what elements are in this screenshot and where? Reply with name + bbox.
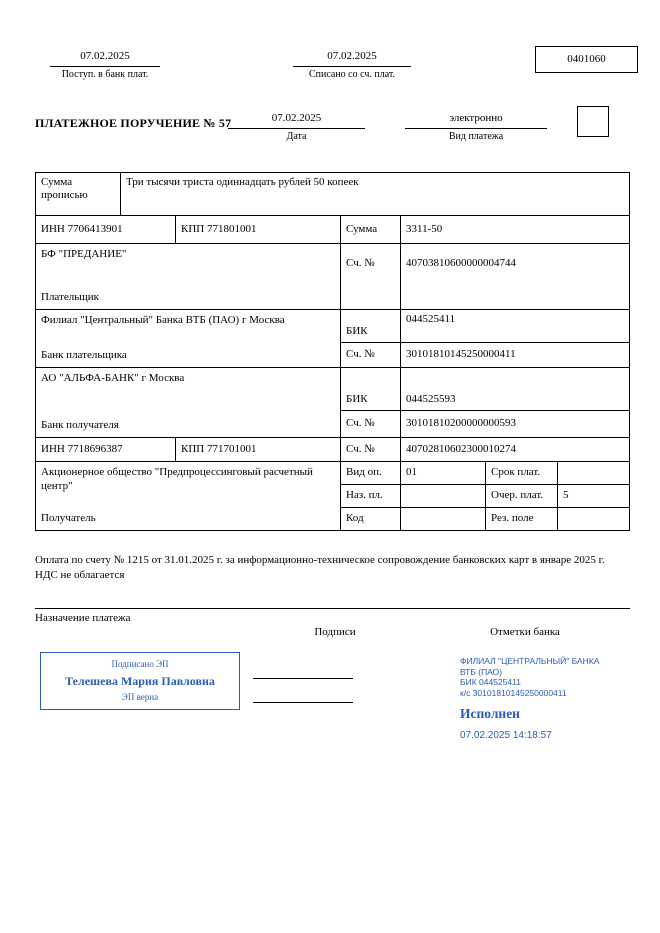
amount-words-row [36, 173, 629, 216]
payee-inn-row [36, 438, 629, 462]
purpose-code-value [401, 485, 486, 507]
payer-account-label: Сч. № [341, 244, 401, 309]
amount-words-value: Три тысячи триста одиннадцать рублей 50 копеек [126, 176, 359, 188]
payer-inn: ИНН 7706413901 [36, 216, 176, 243]
payment-type-field [405, 112, 547, 143]
payee-bank-account-row [341, 411, 629, 437]
payee-bank-bik: 044525593 [406, 393, 456, 406]
payee-account: 40702810602300010274 [406, 442, 516, 455]
payer-bank-bik-row [341, 310, 629, 343]
payer-label: Плательщик [41, 291, 99, 304]
doc-date-label: Дата [286, 130, 307, 142]
bank-marks-label: Отметки банка [490, 626, 560, 638]
payment-type-label: Вид платежа [448, 130, 504, 142]
debited-date-label: Списано со сч. плат. [308, 68, 396, 80]
payer-cell [36, 244, 341, 309]
stamp-bank-line1: ФИЛИАЛ "ЦЕНТРАЛЬНЫЙ" БАНКА [460, 656, 600, 666]
stamp-status: Исполнен [460, 706, 520, 721]
payer-bank-bik: 044525411 [406, 313, 456, 325]
payment-type-value: электронно [405, 112, 547, 129]
form-code-box [535, 46, 638, 73]
ep-signer-name: Телешева Мария Павловна [65, 673, 215, 688]
payer-bank-right [341, 310, 629, 367]
payer-bank-label: Банк плательщика [41, 349, 127, 362]
payee-bank-cell [36, 368, 341, 437]
payee-cell [36, 462, 341, 530]
payer-bank-row [36, 310, 629, 368]
payee-inn: ИНН 7718696387 [36, 438, 176, 461]
doc-title: ПЛАТЕЖНОЕ ПОРУЧЕНИЕ № 57 [35, 116, 232, 130]
amount-words-label: Сумма прописью [36, 173, 121, 215]
pay-term-label: Срок плат. [486, 462, 558, 484]
payer-inn-row [36, 216, 629, 244]
sum-value: 3311-50 [406, 222, 443, 235]
payee-kpp: КПП 771701001 [176, 438, 341, 461]
doc-date-field [228, 112, 365, 143]
ep-signed-label: Подписано ЭП [111, 659, 169, 670]
payer-bank-account-label: Сч. № [341, 343, 401, 367]
payer-bank-account: 30101810145250000411 [406, 348, 516, 361]
received-date-label: Поступ. в банк плат. [61, 68, 149, 80]
payer-account: 40703810600000004744 [406, 257, 516, 269]
stamp-bank-line2: ВТБ (ПАО) [460, 666, 503, 677]
payee-bank-right [341, 368, 629, 437]
payee-bank-account: 30101810200000000593 [406, 417, 516, 430]
reserve-label: Рез. поле [486, 508, 558, 530]
stamp-bik: БИК 044525411 [460, 677, 521, 687]
priority-row [341, 485, 629, 508]
pay-term-value [558, 462, 629, 484]
purpose-line2: НДС не облагается [35, 569, 125, 581]
bank-stamp [460, 656, 645, 742]
purpose-line1: Оплата по счету № 1215 от 31.01.2025 г. за информационно-техническое сопровождение банковских карт в январе 2025 г. [35, 554, 605, 566]
payee-row [36, 462, 629, 530]
op-type-row [341, 462, 629, 485]
payer-kpp: КПП 771801001 [176, 216, 341, 243]
received-date-value: 07.02.2025 [50, 50, 160, 67]
payer-name: БФ "ПРЕДАНИЕ" [41, 248, 127, 260]
ep-verified-label: ЭП верна [121, 691, 159, 702]
doc-date-value: 07.02.2025 [228, 112, 365, 129]
payment-purpose [35, 553, 627, 583]
payee-bank-bik-row [341, 368, 629, 411]
payer-bank-cell [36, 310, 341, 367]
payee-bank-label: Банк получателя [41, 419, 119, 432]
payee-label: Получатель [41, 512, 96, 525]
payee-bank-row [36, 368, 629, 438]
debited-date-value: 07.02.2025 [293, 50, 411, 67]
status-box [577, 106, 609, 137]
op-type-label: Вид оп. [341, 462, 401, 484]
received-date-field [50, 50, 160, 81]
payee-bank-name: АО "АЛЬФА-БАНК" г Москва [41, 372, 185, 384]
payer-bank-bik-label: БИК [341, 310, 401, 342]
payee-right [341, 462, 629, 530]
payer-bank-name: Филиал "Центральный" Банка ВТБ (ПАО) г Москва [41, 314, 285, 326]
signature-line-2 [253, 701, 353, 703]
code-value [401, 508, 486, 530]
priority-value: 5 [563, 489, 569, 502]
payee-account-label: Сч. № [341, 438, 401, 461]
reserve-value [558, 508, 629, 530]
payer-row [36, 244, 629, 310]
purpose-code-label: Наз. пл. [341, 485, 401, 507]
stamp-datetime: 07.02.2025 14:18:57 [460, 729, 552, 741]
signature-line-1 [253, 677, 353, 679]
electronic-signature-box [40, 652, 240, 710]
purpose-label: Назначение платежа [35, 608, 630, 626]
op-type-value: 01 [401, 462, 486, 484]
debited-date-field [293, 50, 411, 81]
code-row [341, 508, 629, 530]
payee-bank-bik-label: БИК [341, 368, 401, 410]
form-code: 0401060 [567, 52, 606, 65]
payee-bank-account-label: Сч. № [341, 411, 401, 437]
code-label: Код [341, 508, 401, 530]
priority-label: Очер. плат. [486, 485, 558, 507]
payee-name: Акционерное общество "Предпроцессинговый расчетный центр" [41, 466, 313, 492]
stamp-corr-account: к/с 30101810145250000411 [460, 687, 567, 698]
payment-table [35, 172, 630, 531]
payer-bank-account-row [341, 343, 629, 367]
sum-label: Сумма [341, 216, 401, 243]
signatures-label: Подписи [314, 626, 356, 638]
